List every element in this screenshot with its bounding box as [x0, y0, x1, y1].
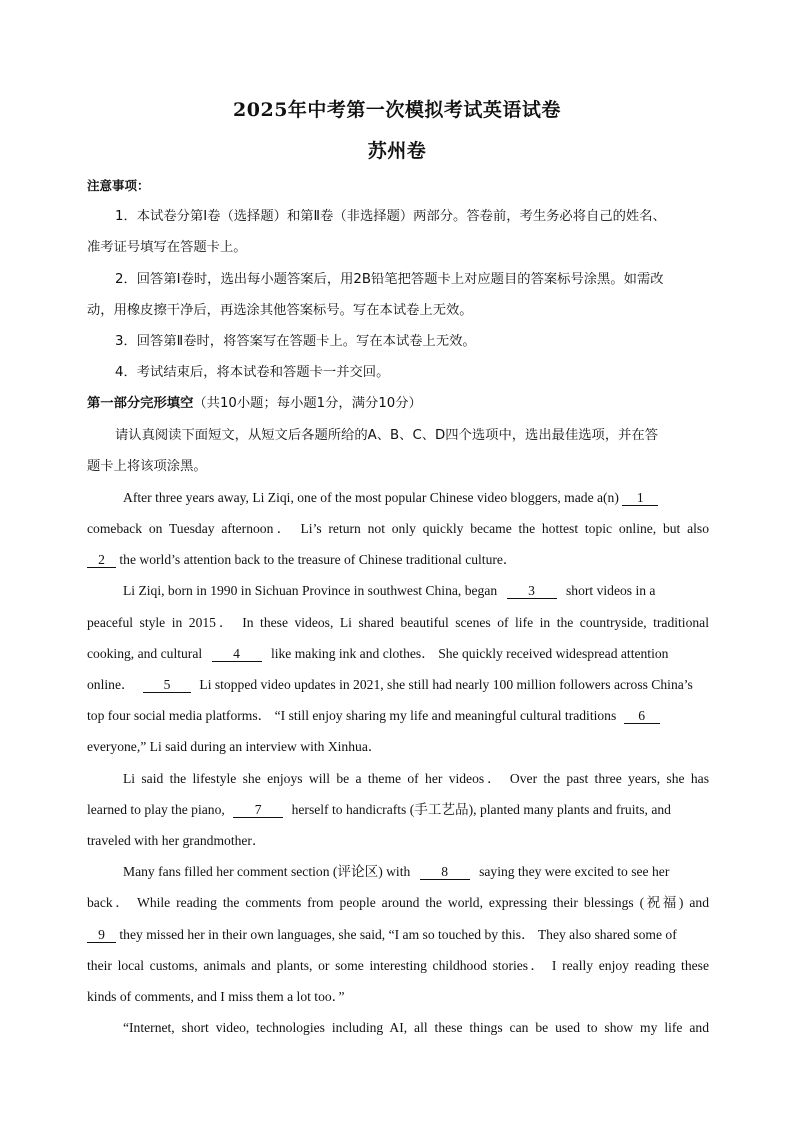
- notice-3: 3．回答第Ⅱ卷时，将答案写在答题卡上。写在本试卷上无效。: [115, 334, 476, 349]
- notice-2-line-2: 动，用橡皮擦干净后，再选涂其他答案标号。写在本试卷上无效。: [87, 303, 473, 318]
- passage-line-4: [123, 575, 709, 606]
- notice-1-line-2: 准考证号填写在答题卡上。: [87, 240, 247, 255]
- blank-9: 9: [87, 927, 116, 943]
- passage-text: short videos in a: [565, 583, 656, 598]
- passage-text: online．: [87, 677, 135, 692]
- notice-2-line-1: 2．回答第Ⅰ卷时，选出每小题答案后，用2B铅笔把答题卡上对应题目的答案标号涂黑。如需改: [115, 272, 664, 287]
- passage-text: Li Ziqi, born in 1990 in Sichuan Province in southwest China, began: [123, 583, 498, 598]
- passage-text: like making ink and clothes． She quickly received widespread attention: [270, 646, 669, 661]
- passage-text: the world’s attention back to the treasure of Chinese traditional culture．: [119, 552, 517, 567]
- passage-line-3: [87, 544, 709, 575]
- passage-line-9: everyone,” Li said during an interview with Xinhua．: [87, 739, 382, 754]
- passage-line-11: [87, 794, 709, 825]
- passage-text: cooking, and cultural: [87, 646, 203, 661]
- passage-line-12: traveled with her grandmother．: [87, 833, 266, 848]
- instruction-line-1: 请认真阅读下面短文，从短文后各题所给的A、B、C、D四个选项中，选出最佳选项，并在答: [115, 428, 659, 443]
- passage-text: Li stopped video updates in 2021, she still had nearly 100 million followers across China’s: [199, 677, 693, 692]
- section-note: （共10小题；每小题1分，满分10分）: [193, 396, 422, 411]
- passage-line-8: [87, 700, 709, 731]
- notice-heading: 注意事项：: [87, 178, 150, 193]
- section-header: [87, 388, 709, 419]
- passage-text: top four social media platforms． “I still enjoy sharing my life and meaningful cultural traditions: [87, 708, 617, 723]
- instruction-line-2: 题卡上将该项涂黑。: [87, 459, 207, 474]
- passage-line-1: [123, 482, 709, 513]
- passage-text: Many fans filled her comment section (评论区) with: [123, 864, 411, 879]
- section-heading: 第一部分完形填空: [87, 396, 194, 411]
- passage-line-14: back． While reading the comments from people around the world, expressing their blessings (祝福) and: [87, 895, 709, 910]
- blank-7: 7: [233, 802, 283, 818]
- page-title: 2025年中考第一次模拟考试英语试卷: [233, 99, 561, 121]
- passage-text: they missed her in their own languages, she said, “I am so touched by this． They also shared some of: [119, 927, 677, 942]
- passage-line-7: [87, 669, 709, 700]
- blank-1: 1: [622, 490, 658, 506]
- blank-3: 3: [507, 583, 557, 599]
- notice-4: 4．考试结束后，将本试卷和答题卡一并交回。: [115, 365, 390, 380]
- passage-line-15: [87, 919, 709, 950]
- page-subtitle: 苏州卷: [367, 140, 427, 162]
- notice-1-line-1: 1．本试卷分第Ⅰ卷（选择题）和第Ⅱ卷（非选择题）两部分。答卷前，考生务必将自己的姓名、: [115, 209, 666, 224]
- passage-line-2: comeback on Tuesday afternoon． Li’s return not only quickly became the hottest topic online, but also: [87, 521, 709, 536]
- passage-text: After three years away, Li Ziqi, one of the most popular Chinese video bloggers, made a(n): [123, 490, 619, 505]
- passage-line-17: kinds of comments, and I miss them a lot too．”: [87, 989, 345, 1004]
- passage-line-10: Li said the lifestyle she enjoys will be a theme of her videos． Over the past three years, she has: [123, 771, 709, 786]
- passage-line-5: peaceful style in 2015． In these videos, Li shared beautiful scenes of life in the countryside, traditional: [87, 615, 709, 630]
- blank-4: 4: [212, 646, 262, 662]
- blank-2: 2: [87, 552, 116, 568]
- passage-line-13: [123, 856, 709, 887]
- passage-text: saying they were excited to see her: [479, 864, 670, 879]
- blank-8: 8: [420, 864, 470, 880]
- passage-text: herself to handicrafts (手工艺品), planted many plants and fruits, and: [291, 802, 671, 817]
- passage-text: learned to play the piano,: [87, 802, 225, 817]
- blank-6: 6: [624, 708, 660, 724]
- passage-line-18: “Internet, short video, technologies including AI, all these things can be used to show my life and: [123, 1020, 709, 1035]
- blank-5: 5: [143, 677, 191, 693]
- passage-line-6: [87, 638, 709, 669]
- passage-line-16: their local customs, animals and plants, or some interesting childhood stories． I really enjoy reading these: [87, 958, 709, 973]
